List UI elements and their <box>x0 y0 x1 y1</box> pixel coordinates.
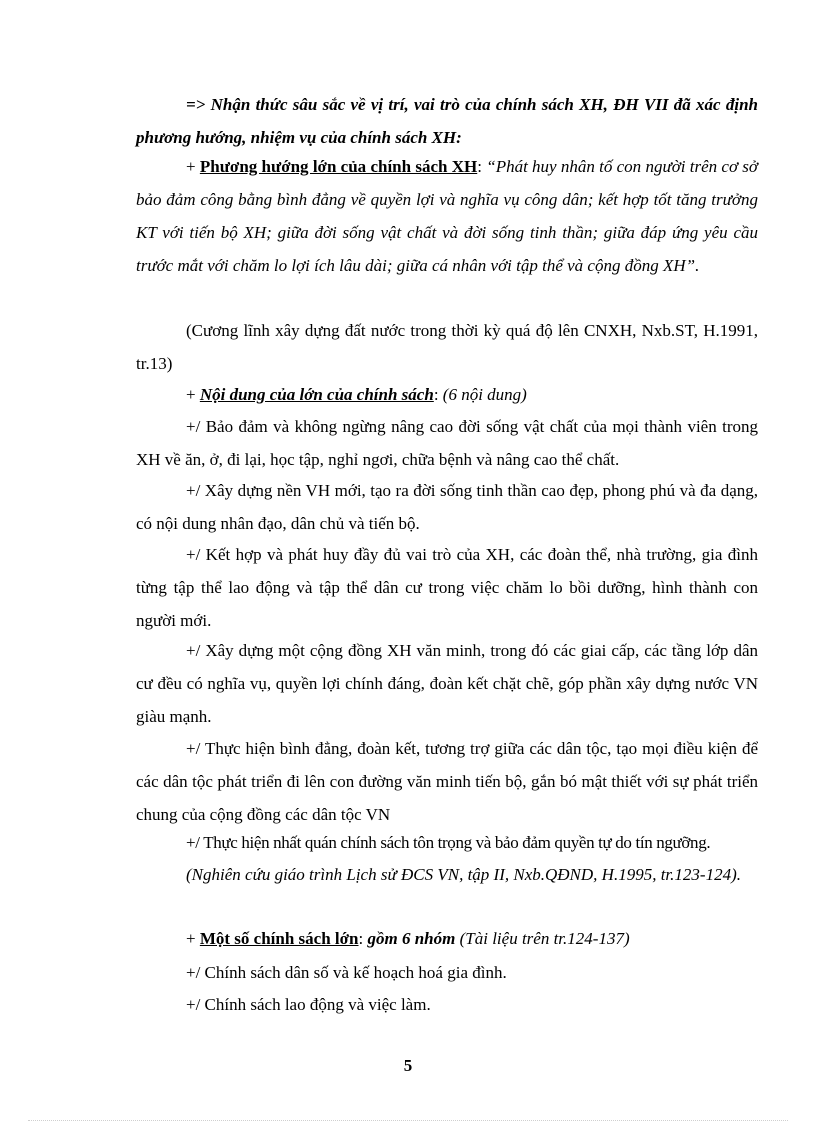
bullet-prefix: + <box>186 157 200 176</box>
policy-direction-paragraph <box>136 150 758 282</box>
policy-group-2: +/ Chính sách lao động và việc làm. <box>186 995 431 1014</box>
policy-direction-heading: Phương hướng lớn của chính sách XH <box>199 157 478 176</box>
major-policies-heading-line <box>136 922 758 955</box>
heading-colon: : <box>433 385 443 404</box>
bullet-prefix: + <box>186 385 200 404</box>
policy-group-1: +/ Chính sách dân số và kế hoạch hoá gia đình. <box>186 963 507 982</box>
policy-direction-quote: “Phát huy nhân tố con người trên cơ sở bảo đảm công bằng bình đẳng về quyền lợi và nghĩa vụ công dân; kết hợp tốt tăng trưởng KT với tiến bộ XH; giữa đời sống vật chất và đời sống tinh thần; giữa đáp ứng yêu cầu trước mắt với chăm lo lợi ích lâu dài; giữa cá nhân với tập thể và cộng đồng XH”. <box>136 157 758 275</box>
page-number: 5 <box>403 1056 413 1075</box>
content-item-2: +/ Xây dựng nền VH mới, tạo ra đời sống tinh thần cao đẹp, phong phú và đa dạng, có nội dung nhân đạo, dân chủ và tiến bộ. <box>136 481 758 533</box>
citation-party-history: (Nghiên cứu giáo trình Lịch sử ĐCS VN, tập II, Nxb.QĐND, H.1995, tr.123-124). <box>186 865 741 884</box>
bullet-prefix: + <box>186 929 200 948</box>
content-item-4: +/ Xây dựng một cộng đồng XH văn minh, trong đó các giai cấp, các tầng lớp dân cư đều có nghĩa vụ, quyền lợi chính đáng, đoàn kết chặt chẽ, góp phần xây dựng nước VN giàu mạnh. <box>136 641 758 726</box>
content-item-5: +/ Thực hiện bình đẳng, đoàn kết, tương trợ giữa các dân tộc, tạo mọi điều kiện để các dân tộc phát triển đi lên con đường văn minh tiến bộ, gắn bó mật thiết với sự phát triển chung của cộng đồng các dân tộc VN <box>136 739 758 824</box>
policy-content-note: (6 nội dung) <box>442 385 527 404</box>
conclusion-paragraph: => Nhận thức sâu sắc về vị trí, vai trò của chính sách XH, ĐH VII đã xác định phương hướng, nhiệm vụ của chính sách XH: <box>136 95 758 147</box>
heading-colon: : <box>477 157 487 176</box>
content-item-3: +/ Kết hợp và phát huy đầy đủ vai trò của XH, các đoàn thể, nhà trường, gia đình từng tập thể lao động và tập thể dân cư trong việc chăm lo bồi dưỡng, hình thành con người mới. <box>136 545 758 630</box>
policy-content-heading: Nội dung của lớn của chính sách <box>199 385 434 404</box>
policy-content-heading-line <box>136 378 758 411</box>
content-item-1: +/ Bảo đảm và không ngừng nâng cao đời sống vật chất của mọi thành viên trong XH về ăn, ở, đi lại, học tập, nghỉ ngơi, chữa bệnh và nâng cao thể chất. <box>136 417 758 469</box>
major-policies-note: (Tài liệu trên tr.124-137) <box>455 929 630 948</box>
page-bottom-divider <box>28 1120 788 1121</box>
major-policies-groups: gồm 6 nhóm <box>367 929 456 948</box>
content-item-6: +/ Thực hiện nhất quán chính sách tôn trọng và bảo đảm quyền tự do tín ngưỡng. <box>186 833 711 852</box>
citation-platform: (Cương lĩnh xây dựng đất nước trong thời kỳ quá độ lên CNXH, Nxb.ST, H.1991, tr.13) <box>136 321 758 373</box>
heading-colon: : <box>358 929 368 948</box>
major-policies-heading: Một số chính sách lớn <box>199 929 359 948</box>
